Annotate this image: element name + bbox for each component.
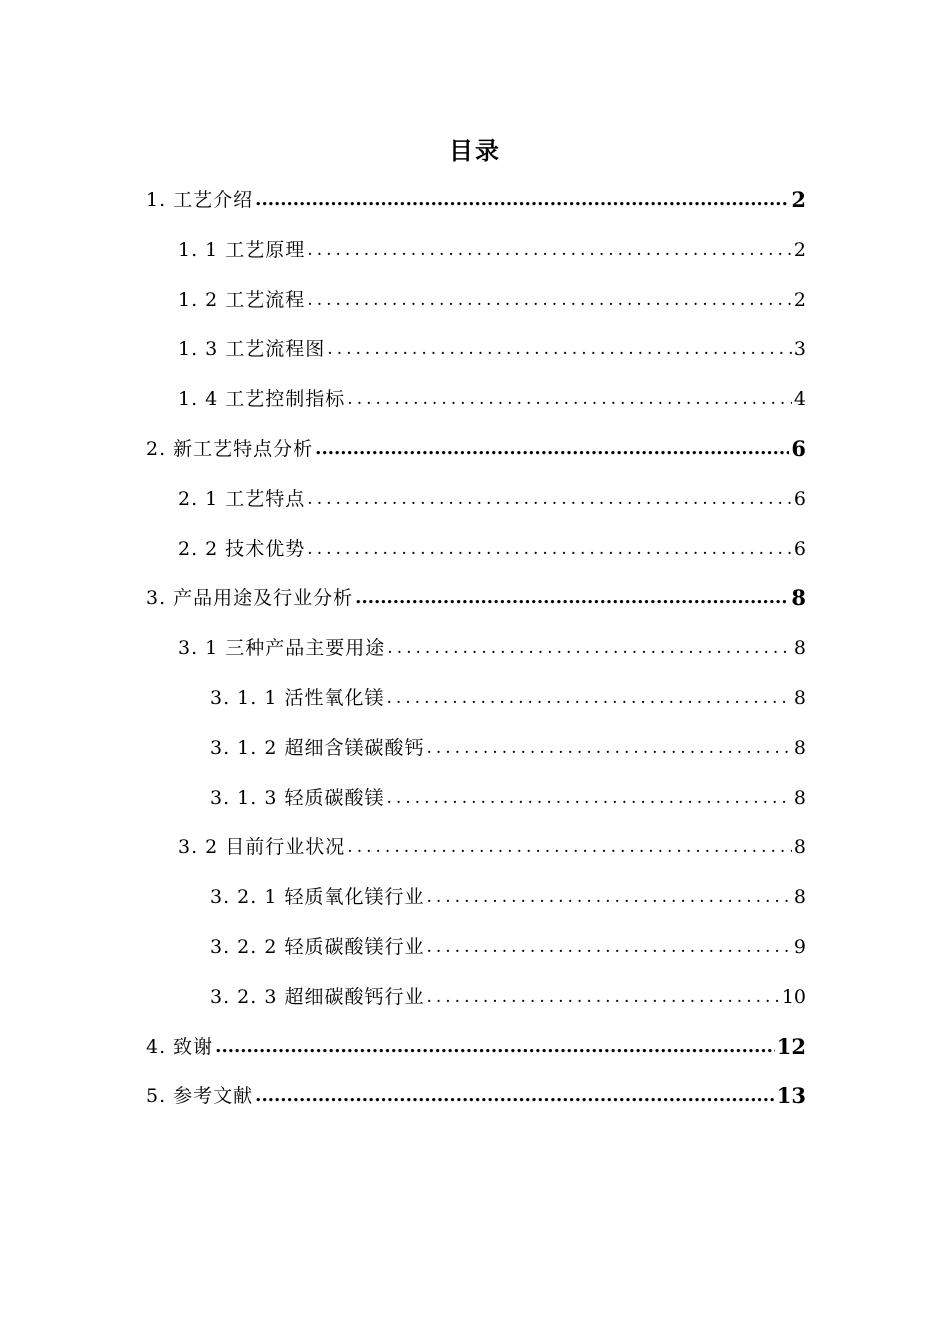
toc-entry[interactable] xyxy=(210,777,806,813)
toc-dot-leader xyxy=(386,683,791,713)
toc-entry-page-number: 12 xyxy=(776,1034,806,1059)
toc-entry-page-number: 8 xyxy=(791,585,806,610)
toc-entry-page-number: 10 xyxy=(781,986,806,1008)
toc-entry-label: 2. 新工艺特点分析 xyxy=(146,438,314,460)
toc-dot-leader xyxy=(255,185,789,215)
toc-entry-label: 3. 产品用途及行业分析 xyxy=(146,587,354,609)
toc-dot-leader xyxy=(215,1032,775,1062)
toc-entry-page-number: 6 xyxy=(793,488,806,510)
toc-dot-leader xyxy=(426,882,791,912)
toc-entry[interactable] xyxy=(178,478,806,514)
toc-entry[interactable] xyxy=(178,378,806,414)
toc-entry-label: 3. 1 三种产品主要用途 xyxy=(178,637,386,659)
toc-entry-page-number: 6 xyxy=(793,538,806,560)
toc-entry-label: 5. 参考文献 xyxy=(146,1085,254,1107)
toc-dot-leader xyxy=(426,733,791,763)
toc-dot-leader xyxy=(347,832,792,862)
toc-entry-page-number: 9 xyxy=(793,936,806,958)
toc-dot-leader xyxy=(307,235,792,265)
toc-entry-label: 3. 2 目前行业状况 xyxy=(178,836,346,858)
toc-entry[interactable] xyxy=(178,826,806,862)
toc-entry[interactable] xyxy=(178,328,806,364)
toc-entry-label: 1. 1 工艺原理 xyxy=(178,239,306,261)
toc-entry-label: 3. 2. 2 轻质碳酸镁行业 xyxy=(210,936,425,958)
toc-entry[interactable] xyxy=(210,926,806,962)
toc-entry-page-number: 8 xyxy=(793,737,806,759)
toc-dot-leader xyxy=(327,334,792,364)
toc-entry-page-number: 2 xyxy=(791,187,806,212)
toc-entry[interactable] xyxy=(178,279,806,315)
toc-entry-label: 2. 1 工艺特点 xyxy=(178,488,306,510)
toc-entry-page-number: 8 xyxy=(793,637,806,659)
toc-entry-label: 1. 工艺介绍 xyxy=(146,189,254,211)
toc-dot-leader xyxy=(426,932,791,962)
toc-dot-leader xyxy=(426,982,779,1012)
toc-entry[interactable] xyxy=(178,627,806,663)
toc-entry[interactable] xyxy=(146,179,806,215)
toc-entry-label: 3. 1. 2 超细含镁碳酸钙 xyxy=(210,737,425,759)
toc-entry-page-number: 8 xyxy=(793,687,806,709)
toc-entry[interactable] xyxy=(146,577,806,613)
toc-dot-leader xyxy=(387,633,792,663)
toc-entry-page-number: 4 xyxy=(793,388,806,410)
toc-entry-label: 2. 2 技术优势 xyxy=(178,538,306,560)
toc-entry-page-number: 8 xyxy=(793,787,806,809)
toc-dot-leader xyxy=(355,583,789,613)
toc-entry-page-number: 8 xyxy=(793,836,806,858)
toc-entry-label: 3. 1. 1 活性氧化镁 xyxy=(210,687,385,709)
toc-entry-label: 1. 4 工艺控制指标 xyxy=(178,388,346,410)
toc-entry[interactable] xyxy=(146,1026,806,1062)
toc-entry[interactable] xyxy=(146,1075,806,1111)
toc-entry-label: 1. 3 工艺流程图 xyxy=(178,338,326,360)
toc-entry[interactable] xyxy=(178,528,806,564)
toc-dot-leader xyxy=(307,285,792,315)
toc-entry-page-number: 2 xyxy=(793,239,806,261)
toc-entry[interactable] xyxy=(210,876,806,912)
toc-entry[interactable] xyxy=(210,677,806,713)
toc-entry-page-number: 3 xyxy=(793,338,806,360)
toc-entry-page-number: 8 xyxy=(793,886,806,908)
toc-dot-leader xyxy=(307,534,792,564)
toc-entry-label: 3. 2. 1 轻质氧化镁行业 xyxy=(210,886,425,908)
toc-dot-leader xyxy=(347,384,792,414)
toc-entry-page-number: 13 xyxy=(776,1083,806,1108)
toc-entry[interactable] xyxy=(210,976,806,1012)
toc-entry[interactable] xyxy=(146,428,806,464)
toc-title: 目录 xyxy=(449,136,501,165)
toc-entry-label: 3. 1. 3 轻质碳酸镁 xyxy=(210,787,385,809)
toc-dot-leader xyxy=(307,484,792,514)
toc-dot-leader xyxy=(386,783,791,813)
toc-entry[interactable] xyxy=(210,727,806,763)
toc-dot-leader xyxy=(315,434,789,464)
toc-entry[interactable] xyxy=(178,229,806,265)
toc-entry-page-number: 2 xyxy=(793,289,806,311)
toc-entry-label: 4. 致谢 xyxy=(146,1036,214,1058)
toc-entry-page-number: 6 xyxy=(791,436,806,461)
toc-entry-label: 3. 2. 3 超细碳酸钙行业 xyxy=(210,986,425,1008)
toc-dot-leader xyxy=(255,1081,775,1111)
toc-entry-label: 1. 2 工艺流程 xyxy=(178,289,306,311)
